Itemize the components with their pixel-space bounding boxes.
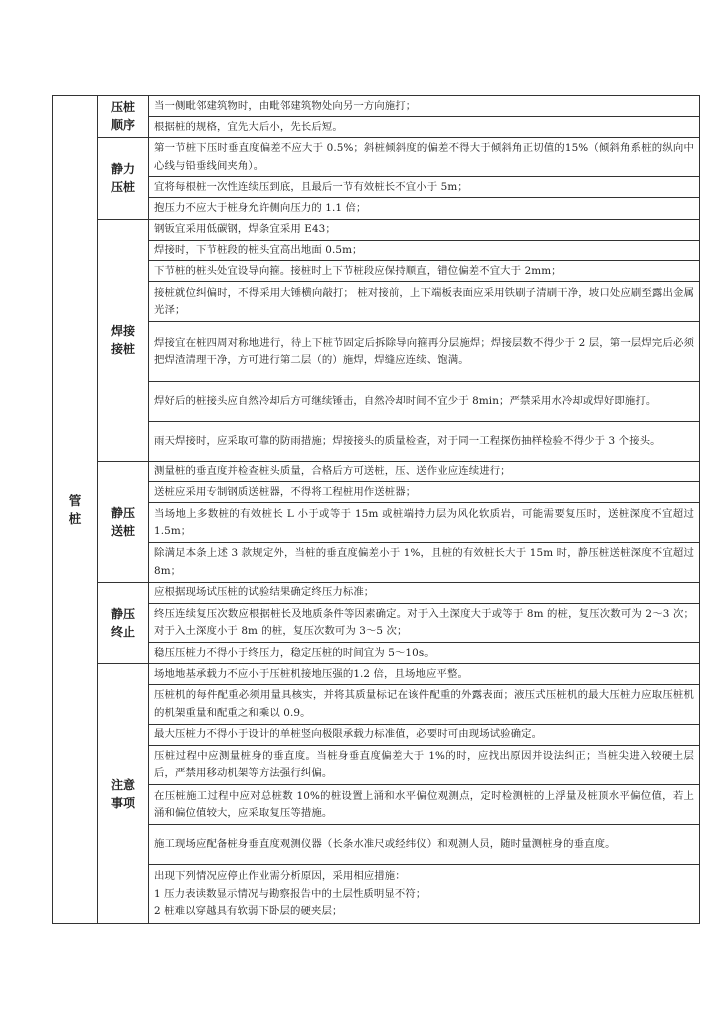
group-title-cell bbox=[98, 582, 149, 663]
requirement-text: 第一节桩下压时垂直度偏差不应大于 0.5%；斜桩倾斜度的偏差不得大于倾斜角正切值的15%（倾斜角系桩的纵向中心线与铅垂线间夹角）。 bbox=[154, 142, 694, 172]
requirement-text: 稳压压桩力不得小于终压力，稳定压桩的时间宜为 5～10s。 bbox=[154, 647, 435, 660]
construction-spec-table bbox=[52, 95, 700, 924]
table-row bbox=[53, 825, 700, 865]
group-title-cell bbox=[98, 219, 149, 461]
requirement-text: 焊接时，下节桩段的桩头宜高出地面 0.5m； bbox=[154, 244, 363, 257]
group-title: 静压终止 bbox=[110, 606, 135, 639]
table-row bbox=[53, 603, 700, 643]
requirement-text: 在压桩施工过程中应对总桩数 10%的桩设置上涌和水平偏位观测点，定时检测桩的上浮量及桩顶水平偏位值，若上涌和偏位值较大，应采取复压等措施。 bbox=[154, 789, 694, 820]
requirement-text: 宜将每根桩一次性连续压到底，且最后一节有效桩长不宜小于 5m； bbox=[154, 181, 468, 194]
table-row bbox=[53, 116, 700, 137]
requirement-cell bbox=[149, 261, 700, 282]
table-row bbox=[53, 785, 700, 825]
requirement-cell bbox=[149, 322, 700, 382]
category-cell bbox=[53, 96, 98, 924]
group-title-cell bbox=[98, 461, 149, 582]
table-row bbox=[53, 261, 700, 282]
table-row bbox=[53, 685, 700, 725]
group-title: 注意事项 bbox=[110, 777, 135, 810]
requirement-cell bbox=[149, 282, 700, 322]
requirement-cell bbox=[149, 724, 700, 745]
requirement-text: 除满足本条上述 3 款规定外，当桩的垂直度偏差小于 1%，且桩的有效桩长大于 15m 时，静压桩送桩深度不宜超过 8m； bbox=[154, 547, 694, 577]
table-row bbox=[53, 177, 700, 198]
requirement-cell bbox=[149, 421, 700, 461]
requirement-text: 2 桩难以穿越具有软弱下卧层的硬夹层； bbox=[154, 905, 343, 918]
table-row bbox=[53, 322, 700, 382]
requirement-text: 当一侧毗邻建筑物时，由毗邻建筑物处向另一方向施打； bbox=[154, 99, 417, 112]
requirement-cell bbox=[149, 582, 700, 603]
requirement-cell bbox=[149, 240, 700, 261]
group-title-cell bbox=[98, 664, 149, 924]
group-title-cell bbox=[98, 96, 149, 138]
table-row bbox=[53, 543, 700, 583]
requirement-text: 施工现场应配备桩身垂直度观测仪器（长条水准尺或经纬仪）和观测人员，随时量测桩身的垂直度。 bbox=[154, 838, 616, 851]
group-title-cell bbox=[98, 137, 149, 219]
category-label: 管桩 bbox=[68, 492, 82, 526]
requirement-text: 1 压力表读数显示情况与勘察报告中的土层性质明显不符； bbox=[154, 887, 427, 900]
table-row bbox=[53, 643, 700, 664]
requirement-text: 雨天焊接时，应采取可靠的防雨措施；焊接接头的质量检查，对于同一工程探伤抽样检验不得少于 3 个接头。 bbox=[154, 435, 661, 448]
requirement-text: 钢钣宜采用低碳钢，焊条宜采用 E43； bbox=[154, 223, 336, 236]
requirement-cell bbox=[149, 482, 700, 503]
requirement-text: 终压连续复压次数应根据桩长及地质条件等因素确定。对于入土深度大于或等于 8m 的桩，复压次数可为 2～3 次；对于入土深度小于 8m 的桩，复压次数可为 3～5 次； bbox=[154, 608, 694, 638]
requirement-text: 当场地上多数桩的有效桩长 L 小于或等于 15m 或桩端持力层为风化软质岩，可能需要复压时，送桩深度不宜超过 1.5m； bbox=[154, 507, 694, 538]
table-row bbox=[53, 198, 700, 219]
requirement-cell bbox=[149, 198, 700, 219]
requirement-text: 根据桩的规格，宜先大后小，先长后短。 bbox=[154, 120, 343, 133]
table-row bbox=[53, 724, 700, 745]
requirement-text: 出现下列情况应停止作业需分析原因，采用相应措施： bbox=[154, 870, 406, 883]
group-title: 焊接接桩 bbox=[110, 324, 135, 357]
requirement-cell bbox=[149, 382, 700, 422]
group-title: 静压送桩 bbox=[110, 505, 135, 538]
requirement-cell bbox=[149, 745, 700, 785]
requirement-text: 测量桩的垂直度并检查桩头质量，合格后方可送桩，压、送作业应连续进行； bbox=[154, 465, 511, 478]
requirement-cell bbox=[149, 864, 700, 923]
requirement-cell bbox=[149, 825, 700, 865]
table-row bbox=[53, 137, 700, 177]
table-row bbox=[53, 382, 700, 422]
requirement-text: 抱压力不应大于桩身允许侧向压力的 1.1 倍； bbox=[154, 202, 367, 215]
requirement-cell bbox=[149, 116, 700, 137]
requirement-cell bbox=[149, 137, 700, 177]
requirement-cell bbox=[149, 96, 700, 117]
requirement-cell bbox=[149, 219, 700, 240]
table-row bbox=[53, 745, 700, 785]
requirement-cell bbox=[149, 177, 700, 198]
table-row bbox=[53, 664, 700, 685]
requirement-text: 压桩机的每件配重必须用量具核实，并将其质量标记在该件配重的外露表面；液压式压桩机的最大压桩力应取压桩机的机架重量和配重之和乘以 0.9。 bbox=[154, 689, 694, 719]
group-title: 静力压桩 bbox=[110, 162, 135, 195]
requirement-text: 应根据现场试压桩的试验结果确定终压力标准； bbox=[154, 586, 375, 599]
table-row bbox=[53, 482, 700, 503]
requirement-cell bbox=[149, 543, 700, 583]
group-title: 压桩顺序 bbox=[110, 100, 135, 133]
requirement-cell bbox=[149, 664, 700, 685]
table-row bbox=[53, 96, 700, 117]
requirement-text: 送桩应采用专制钢质送桩器，不得将工程桩用作送桩器； bbox=[154, 486, 417, 499]
requirement-text: 接桩就位纠偏时，不得采用大锤横向敲打； 桩对接前，上下端板表面应采用铁刷子清刷干净，坡口处应刷至露出金属光泽； bbox=[154, 286, 694, 317]
table-row bbox=[53, 582, 700, 603]
table-row bbox=[53, 219, 700, 240]
requirement-text: 焊好后的桩接头应自然冷却后方可继续锤击，自然冷却时间不宜少于 8min；严禁采用水冷却或焊好即施打。 bbox=[154, 395, 657, 408]
table-row bbox=[53, 503, 700, 543]
table-row bbox=[53, 282, 700, 322]
requirement-text: 焊接宜在桩四周对称地进行，待上下桩节固定后拆除导向箍再分层施焊；焊接层数不得少于 2 层，第一层焊完后必须把焊渣清理干净，方可进行第二层（的）施焊，焊缝应连续、饱满。 bbox=[154, 336, 694, 367]
table-row bbox=[53, 421, 700, 461]
table-row bbox=[53, 240, 700, 261]
requirement-cell bbox=[149, 643, 700, 664]
requirement-text: 场地地基承载力不应小于压桩机接地压强的1.2 倍，且场地应平整。 bbox=[154, 667, 468, 680]
table-row bbox=[53, 461, 700, 482]
requirement-text: 压桩过程中应测量桩身的垂直度。当桩身垂直度偏差大于 1%的时，应找出原因并设法纠正；当桩尖进入较硬土层后，严禁用移动机架等方法强行纠偏。 bbox=[154, 750, 694, 780]
requirement-cell bbox=[149, 603, 700, 643]
requirement-cell bbox=[149, 785, 700, 825]
table-row bbox=[53, 864, 700, 923]
requirement-text: 最大压桩力不得小于设计的单桩竖向极限承载力标准值，必要时可由现场试验确定。 bbox=[154, 728, 543, 741]
requirement-cell bbox=[149, 685, 700, 725]
requirement-cell bbox=[149, 461, 700, 482]
requirement-cell bbox=[149, 503, 700, 543]
requirement-text: 下节桩的桩头处宜设导向箍。接桩时上下节桩段应保持顺直，错位偏差不宜大于 2mm； bbox=[154, 265, 562, 278]
